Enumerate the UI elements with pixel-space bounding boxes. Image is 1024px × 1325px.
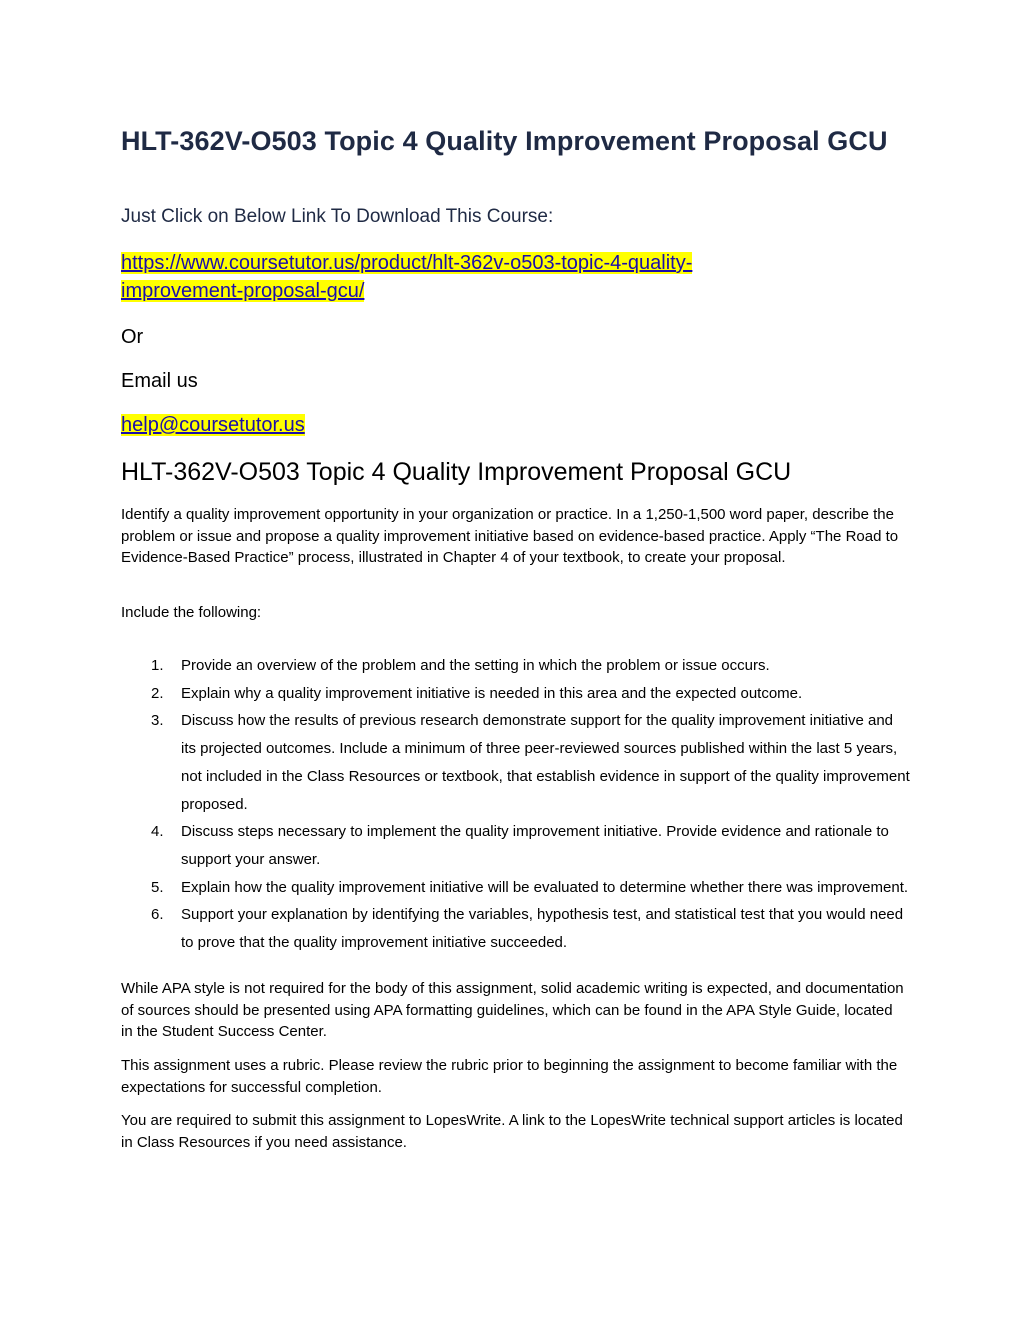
list-item-text: Explain why a quality improvement initiative is needed in this area and the expected outcome. (181, 684, 803, 702)
list-item-text: Provide an overview of the problem and the setting in which the problem or issue occurs. (181, 657, 770, 674)
email-link[interactable]: help@coursetutor.us (121, 414, 305, 436)
include-label: Include the following: (121, 604, 262, 621)
list-item (151, 818, 911, 873)
list-item-number: 1. (151, 657, 164, 674)
email-label: Email us (121, 370, 198, 392)
email-link-block (121, 411, 305, 439)
apa-style-paragraph: While APA style is not required for the body of this assignment, solid academic writing is expected, and documentation of sources should be presented using APA formatting guidelines, which can be found in the APA Style Guide, located in the Student Success Center. (121, 980, 904, 1040)
list-item (151, 680, 911, 708)
or-text: Or (121, 326, 144, 348)
list-item (151, 901, 911, 956)
list-item-number: 6. (151, 906, 164, 924)
course-link-line-2[interactable]: improvement-proposal-gcu/ (121, 280, 365, 302)
assignment-description: Identify a quality improvement opportunity in your organization or practice. In a 1,250-1,500 word paper, describe the problem or issue and propose a quality improvement initiative based on evidence-based practice. Apply “The Road to Evidence-Based Practice” process, illustrated in Chapter 4 of your textbook, to create your proposal. (121, 506, 899, 566)
list-item-number: 2. (151, 684, 164, 702)
list-item-number: 5. (151, 878, 164, 896)
download-intro: Just Click on Below Link To Download This Course: (121, 206, 554, 227)
list-item-text: Discuss steps necessary to implement the quality improvement initiative. Provide evidence and rationale to support your answer. (181, 823, 889, 868)
course-link-block (121, 249, 821, 305)
list-item-text: Support your explanation by identifying the variables, hypothesis test, and statistical test that you would need to prove that the quality improvement initiative succeeded. (181, 906, 904, 952)
lopeswrite-paragraph: You are required to submit this assignment to LopesWrite. A link to the LopesWrite technical support articles is located in Class Resources if you need assistance. (121, 1112, 903, 1151)
section-heading: HLT-362V-O503 Topic 4 Quality Improvement Proposal GCU (121, 458, 792, 486)
course-link-line-1[interactable]: https://www.coursetutor.us/product/hlt-362v-o503-topic-4-quality- (121, 252, 693, 274)
list-item (151, 707, 911, 818)
requirements-list (151, 652, 911, 957)
list-item-number: 4. (151, 823, 164, 841)
list-item-text: Discuss how the results of previous research demonstrate support for the quality improvement initiative and its projected outcomes. Include a minimum of three peer-reviewed sources published within the last 5 years, not included in the Class Resources or textbook, that establish evidence in support of the quality improvement proposed. (181, 712, 910, 813)
list-item (151, 652, 911, 680)
rubric-paragraph: This assignment uses a rubric. Please review the rubric prior to beginning the assignment to become familiar with the expectations for successful completion. (121, 1057, 898, 1096)
list-item-text: Explain how the quality improvement initiative will be evaluated to determine whether there was improvement. (181, 878, 909, 896)
list-item-number: 3. (151, 712, 164, 730)
page-title: HLT-362V-O503 Topic 4 Quality Improvement Proposal GCU (121, 126, 888, 156)
list-item (151, 874, 911, 902)
